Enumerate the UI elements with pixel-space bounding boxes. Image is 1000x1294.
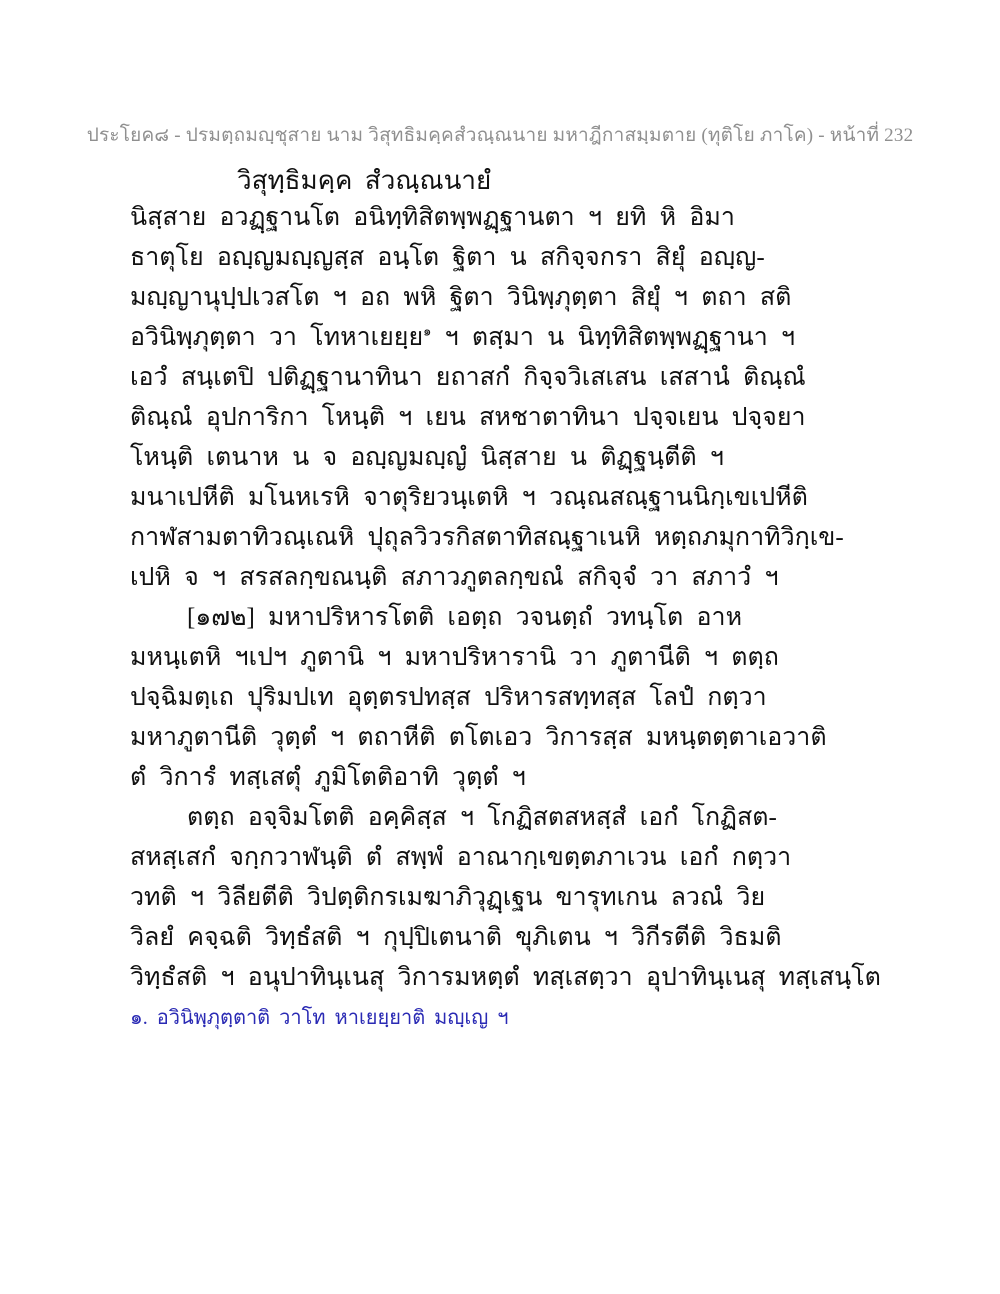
paragraph [130,798,890,998]
text-line: มญฺญานุปฺปเวสโต ฯ อถ พหิ ฐิตา วินิพฺภุตฺตา สิยุํ ฯ ตถา สติ [130,284,792,311]
body-text [130,198,890,1038]
paragraph [130,598,890,798]
text-line [130,318,890,358]
text-line: เปหิ จ ฯ สรสลกฺขณนฺติ สภาวภูตลกฺขณํ สกิจฺจํ วา สภาวํ ฯ [130,564,779,591]
text-line: ตตฺถ อจฺจิมโตติ อคฺคิสฺส ฯ โกฏิสตสหสฺสํ เอกํ โกฏิสต- [187,804,777,831]
text-segment: อวินิพฺภุตฺตา วา โทหาเยยฺย [130,324,424,351]
text-line: ตํ วิการํ ทสฺเสตุํ ภูมิโตติอาทิ วุตฺตํ ฯ [130,764,526,791]
text-line: มนาเปหีติ มโนหเรหิ จาตุริยวนฺเตหิ ฯ วณฺณสณฺฐานนิกฺเขเปหีติ [130,484,808,511]
text-line: กาฬสามตาทิวณฺเณหิ ปุถุลวิวรกิสตาทิสณฺฐาเนหิ หตฺถภมุกาทิวิกฺเข- [130,524,844,551]
text-line: สหสฺเสกํ จกฺกวาฬนฺติ ตํ สพฺพํ อาณากฺเขตฺตภาเวน เอกํ กตฺวา [130,844,792,871]
paragraph [130,198,890,598]
text-line: โหนฺติ เตนาห น จ อญฺญมญฺญํ นิสฺสาย น ติฏฺฐนฺตีติ ฯ [130,444,724,471]
text-line: มหาภูตานีติ วุตฺตํ ฯ ตถาหีติ ตโตเอว วิการสฺส มหนฺตตฺตาเอวาติ [130,724,827,751]
footnote-reference-marker: ๑ [423,323,432,339]
footnote: ๑. อวินิพฺภุตฺตาติ วาโท หาเยยฺยาติ มญฺเญ ฯ [130,1007,509,1029]
text-line: วทติ ฯ วิลียตีติ วิปตฺติกรเมฆาภิวุฏฺเฐน ขารุทเกน ลวณํ วิย [130,884,766,911]
page-title: วิสุทฺธิมคฺค สํวณฺณนายํ [237,166,492,195]
text-segment: ฯ ตสฺมา น นิทฺทิสิตพฺพฏฺฐานา ฯ [431,324,796,351]
text-line: [๑๗๒] มหาปริหารโตติ เอตฺถ วจนตฺถํ วทนฺโต อาห [187,604,743,631]
text-line: ติณฺณํ อุปการิกา โหนฺติ ฯ เยน สหชาตาทินา ปจฺจเยน ปจฺจยา [130,404,806,431]
text-line: นิสฺสาย อวฏฺฐานโต อนิทฺทิสิตพฺพฏฺฐานตา ฯ ยทิ หิ อิมา [130,204,735,231]
text-line: มหนฺเตหิ ฯเปฯ ภูตานิ ฯ มหาปริหารานิ วา ภูตานีติ ฯ ตตฺถ [130,644,779,671]
page-header: ประโยค๘ - ปรมตฺถมญฺชุสาย นาม วิสุทธิมคฺคสํวณฺณนาย มหาฎีกาสมฺมตาย (ทุติโย ภาโค) - หน้าที่ 232 [86,125,914,146]
text-line: ปจฺฉิมตฺเถ ปุริมปเท อุตฺตรปทสฺส ปริหารสทฺทสฺส โลปํ กตฺวา [130,684,767,711]
text-line: เอวํ สนฺเตปิ ปติฏฺฐานาทินา ยถาสกํ กิจฺจวิเสเสน เสสานํ ติณฺณํ [130,364,806,391]
text-line: วิลยํ คจฺฉติ วิทฺธํสติ ฯ กุปฺปิเตนาติ ขุภิเตน ฯ วิกีรตีติ วิธมติ [130,924,782,951]
text-line: ธาตุโย อญฺญมญฺญสฺส อนฺโต ฐิตา น สกิจฺจกรา สิยุํ อญฺญ- [130,244,765,271]
text-line: วิทฺธํสติ ฯ อนุปาทินฺเนสุ วิการมหตฺตํ ทสฺเสตฺวา อุปาทินฺเนสุ ทสฺเสนฺโต [130,964,881,991]
